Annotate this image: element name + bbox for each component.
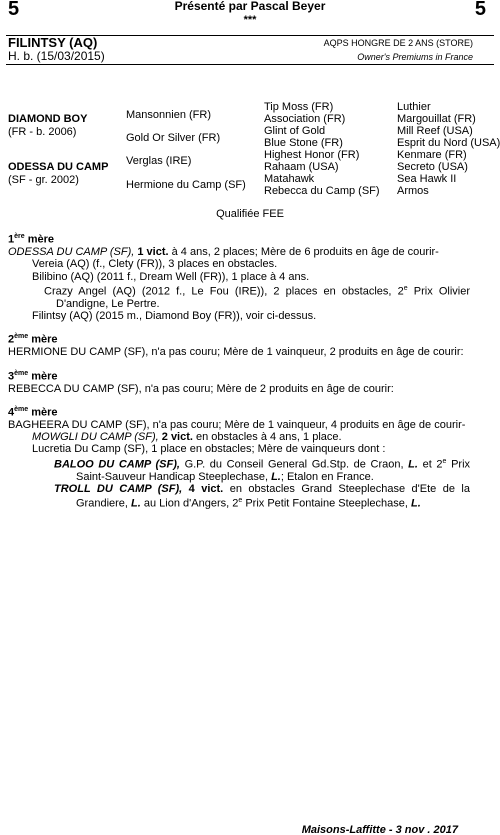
dam1-line: ODESSA DU CAMP (SF), 1 vict. à 4 ans, 2 places; Mère de 6 produits en âge de courir-	[8, 245, 439, 258]
gen3-4: Blue Stone (FR)	[264, 137, 343, 149]
dam2-heading: 2ème mère	[8, 333, 58, 347]
dam1-produce-4: Filintsy (AQ) (2015 m., Diamond Boy (FR)), voir ci-dessus.	[32, 310, 317, 323]
footer: Maisons-Laffitte - 3 nov . 2017	[301, 824, 458, 835]
gen4-4: Esprit du Nord (USA)	[397, 137, 500, 149]
dam1-produce-2: Bilibino (AQ) (2011 f., Dream Well (FR)), 1 place à 4 ans.	[32, 270, 310, 283]
gen4-7: Sea Hawk II	[397, 173, 457, 185]
sire-details: (FR - b. 2006)	[8, 126, 77, 138]
dam3-line: REBECCA DU CAMP (SF), n'a pas couru; Mère de 2 produits en âge de courir:	[8, 382, 394, 395]
stars: ***	[243, 14, 257, 26]
gen2-4: Hermione du Camp (SF)	[126, 179, 246, 191]
gen4-8: Armos	[397, 185, 429, 197]
troll-line: TROLL DU CAMP (SF), 4 vict. en obstacles Grand Steeplechase d'Ete de la Grandiere, L. au Lion d'Angers, 2e Prix Petit Fontaine Steeplechase, L.	[54, 482, 470, 510]
gen2-3: Verglas (IRE)	[126, 155, 192, 167]
horse-details: H. b. (15/03/2015)	[8, 49, 105, 63]
lucretia-line: Lucretia Du Camp (SF), 1 place en obstacles; Mère de vainqueurs dont :	[32, 443, 386, 456]
gen3-2: Association (FR)	[264, 113, 346, 125]
gen2-1: Mansonnien (FR)	[126, 109, 211, 121]
gen4-2: Margouillat (FR)	[397, 113, 476, 125]
gen4-5: Kenmare (FR)	[397, 149, 467, 161]
dam-details: (SF - gr. 2002)	[8, 174, 79, 186]
dam4-heading: 4ème mère	[8, 405, 58, 419]
lot-number-left: 5	[8, 0, 20, 20]
dam4-line: BAGHEERA DU CAMP (SF), n'a pas couru; Mère de 1 vainqueur, 4 produits en âge de courir-	[8, 418, 466, 431]
gen3-8: Rebecca du Camp (SF)	[264, 185, 380, 197]
presenter-line: Présenté par Pascal Beyer	[174, 0, 326, 13]
dam-name: ODESSA DU CAMP	[8, 161, 109, 173]
dam1-heading: 1ère mère	[8, 233, 54, 246]
dam1-produce-1: Vereia (AQ) (f., Clety (FR)), 3 places en obstacles.	[32, 258, 278, 271]
baloo-line: BALOO DU CAMP (SF), G.P. du Conseil General Gd.Stp. de Craon, L. et 2e Prix Saint-Sauveur Handicap Steeplechase, L.; Etalon en France.	[54, 457, 471, 483]
dam3-heading: 3ème mère	[8, 369, 58, 383]
header-rule-bottom	[6, 64, 494, 65]
gen3-7: Matahawk	[264, 173, 315, 185]
lot-number-right: 5	[474, 0, 486, 20]
qualification: Qualifiée FEE	[216, 208, 284, 220]
gen2-2: Gold Or Silver (FR)	[126, 132, 221, 144]
gen3-6: Rahaam (USA)	[264, 161, 339, 173]
horse-category: AQPS HONGRE DE 2 ANS (STORE)	[323, 38, 473, 48]
dam2-line: HERMIONE DU CAMP (SF), n'a pas couru; Mère de 1 vainqueur, 2 produits en âge de courir:	[8, 346, 464, 359]
horse-name: FILINTSY (AQ)	[8, 35, 98, 50]
gen4-3: Mill Reef (USA)	[397, 125, 473, 137]
gen3-3: Glint of Gold	[264, 125, 326, 137]
gen4-1: Luthier	[397, 101, 431, 113]
gen4-6: Secreto (USA)	[397, 161, 468, 173]
gen3-1: Tip Moss (FR)	[264, 101, 334, 113]
dam1-produce-3: Crazy Angel (AQ) (2012 f., Le Fou (IRE)), 2 places en obstacles, 2e Prix Olivier D'andigne, Le Pertre.	[44, 284, 470, 310]
family-section	[8, 231, 470, 510]
mowgli-line: MOWGLI DU CAMP (SF), 2 vict. en obstacles à 4 ans, 1 place.	[32, 431, 342, 444]
owners-premiums: Owner's Premiums in France	[357, 52, 473, 62]
gen3-5: Highest Honor (FR)	[264, 149, 360, 161]
sire-name: DIAMOND BOY	[8, 113, 88, 125]
